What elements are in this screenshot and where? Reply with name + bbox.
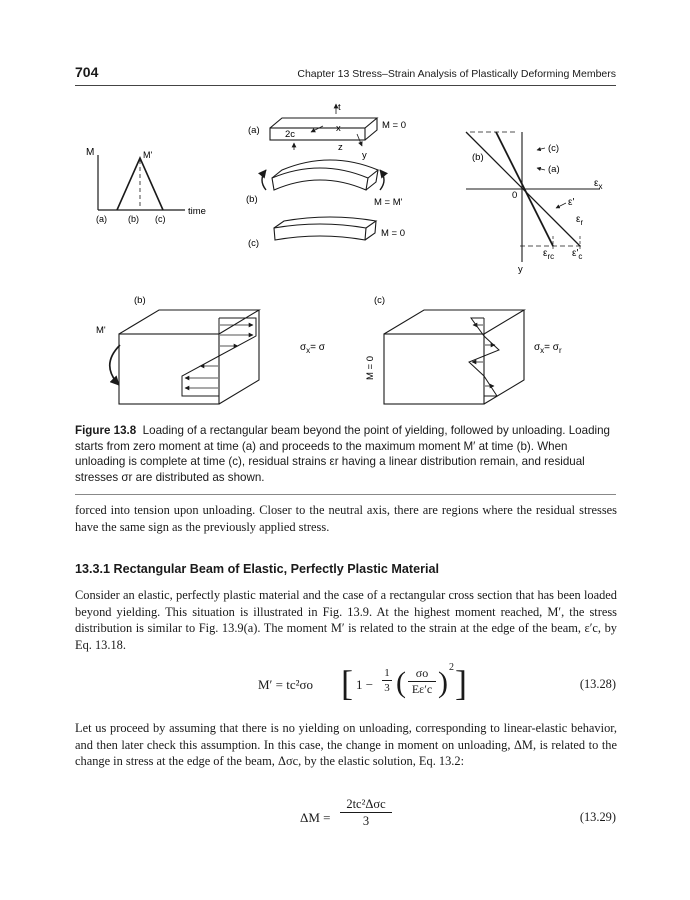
pointer-eps-prime	[556, 203, 566, 208]
block-c-side	[484, 310, 524, 404]
zero-moment-label: M = 0	[365, 355, 376, 380]
beam-c-side	[365, 221, 376, 240]
beam-c-top	[274, 217, 376, 228]
beam-a-top	[270, 118, 377, 128]
strain-origin: 0	[512, 190, 518, 201]
pointer-c	[537, 148, 545, 150]
caption-text: Loading of a rectangular beam beyond the point of yielding, followed by unloading. Loading starts from zero moment at time (a) and proceeds to the maximum moment M′ at time (b). When unloading is complete at time (c), residual strains εr having a linear distribution remain, and residual stresses σr are distributed as shown.	[75, 424, 610, 484]
eq29-num: 2tc²Δσc	[346, 797, 386, 811]
beam-a-tag: (a)	[248, 125, 260, 136]
section-number: 13.3.1	[75, 562, 111, 576]
eq29-number: (13.29)	[579, 810, 616, 824]
beam-b-tag: (b)	[246, 194, 258, 205]
moment-time-plot	[98, 155, 185, 210]
strain-line-c: (c)	[548, 143, 560, 154]
moment-arrow-right	[380, 170, 384, 190]
stress-label-b: $\sigma_x= \sigma$	[300, 342, 325, 355]
eq28-power: 2	[449, 662, 454, 673]
eps-rc-label: $\varepsilon_{rc}$	[543, 248, 555, 261]
stress-block-b-tag: (b)	[134, 295, 146, 306]
stress-block-b	[110, 310, 259, 404]
eq28-bracket-inner: 1 −	[356, 677, 374, 692]
eq28-frac-den: 3	[382, 680, 392, 695]
beam-state-a	[270, 104, 377, 150]
beam-c-front	[274, 224, 366, 240]
pointer-a	[537, 168, 545, 170]
strain-axis-label: $\varepsilon_x$	[594, 178, 603, 191]
eps-r-label: $\varepsilon_r$	[576, 214, 584, 227]
paragraph-continuation: forced into tension upon unloading. Closer to the neutral axis, there are regions where the residual stresses have the same sign as the previously applied stress.	[75, 503, 617, 534]
header-rule	[75, 85, 616, 86]
eq29-den: 3	[340, 812, 392, 829]
eq28-paren-frac	[408, 666, 436, 697]
stress-label-c: $\sigma_x= \sigma_r$	[534, 342, 562, 355]
beam-b-moment: M = M'	[374, 197, 403, 208]
stress-block-c	[384, 310, 524, 404]
eq28-frac-num: 1	[384, 667, 390, 679]
block-b-front	[119, 334, 219, 404]
applied-moment-label: M'	[96, 325, 106, 336]
strain-plot	[466, 132, 603, 262]
eps-c-label: $\varepsilon'_c$	[572, 248, 583, 261]
x-axis-arrow	[311, 126, 323, 132]
section-title: Rectangular Beam of Elastic, Perfectly Plastic Material	[113, 562, 439, 576]
beam-b-front	[272, 168, 368, 190]
tick-c: (c)	[155, 214, 166, 224]
beam-a-side	[365, 118, 377, 140]
caption-label: Figure 13.8	[75, 424, 137, 437]
beam-state-b	[262, 160, 384, 190]
eq28-number: (13.28)	[579, 677, 616, 691]
eq28-paren-open: (	[396, 666, 406, 699]
eq28-lhs: M′ = tc²σo	[258, 677, 314, 692]
section-heading	[75, 562, 439, 576]
axis-x-label: x	[336, 123, 341, 134]
eq29-frac	[340, 796, 392, 829]
caption-rule	[75, 494, 616, 495]
eq28-paren-den: Eε′c	[408, 681, 436, 697]
y-axis-label: y	[518, 264, 523, 275]
block-c-top	[384, 310, 524, 334]
beam-state-c	[274, 217, 376, 240]
eq28-bracket-open: [	[341, 663, 353, 703]
beam-a-moment: M = 0	[382, 120, 407, 131]
beam-c-tag: (c)	[248, 238, 260, 249]
strain-line-a: (a)	[548, 164, 560, 175]
running-header: Chapter 13 Stress–Strain Analysis of Plastically Deforming Members	[297, 68, 616, 80]
paragraph-unloading: Let us proceed by assuming that there is no yielding on unloading, corresponding to linear-elastic behavior, and then later check this assumption. In this case, the change in moment on unloading, ΔM, is related to the change in stress at the edge of the beam, Δσc, by the elastic solution, Eq. 13.2:	[75, 721, 617, 769]
paragraph-intro: Consider an elastic, perfectly plastic material and the case of a rectangular cross section that has been loaded beyond yielding. This situation is illustrated in Fig. 13.9. At the highest moment reached, M′, the stress distribution is similar to Fig. 13.9(a). The moment M′ is related to the strain at the edge of the beam, ε′c, by Eq. 13.18.	[75, 588, 617, 652]
block-c-front	[384, 334, 484, 404]
page-number: 704	[75, 64, 99, 80]
axis-t-label: t	[338, 102, 341, 113]
eq28-paren-num: σo	[415, 666, 429, 680]
beam-c-moment: M = 0	[381, 228, 406, 239]
strain-plot-tag: (b)	[472, 152, 484, 163]
figure-13-8	[0, 90, 690, 415]
beam-width-label: 2c	[285, 129, 296, 140]
block-b-side	[219, 310, 259, 404]
tick-b: (b)	[128, 214, 139, 224]
eps-prime-label: ε'	[568, 197, 575, 208]
axis-z-label: z	[338, 142, 343, 153]
moment-arrow-left	[262, 170, 266, 190]
tick-a: (a)	[96, 214, 107, 224]
peak-moment-label: M'	[143, 150, 153, 160]
axis-y-label: y	[362, 150, 367, 161]
moment-axis-label: M	[86, 147, 95, 158]
eq29-lhs: ΔM =	[300, 810, 331, 825]
stress-block-c-tag: (c)	[374, 295, 386, 306]
eq28-bracket-close: ]	[455, 663, 467, 703]
eq28-paren-close: )	[438, 666, 448, 699]
time-axis-label: time	[188, 206, 206, 217]
block-b-top	[119, 310, 259, 334]
eq28-frac	[382, 666, 392, 695]
figure-caption	[75, 423, 620, 485]
